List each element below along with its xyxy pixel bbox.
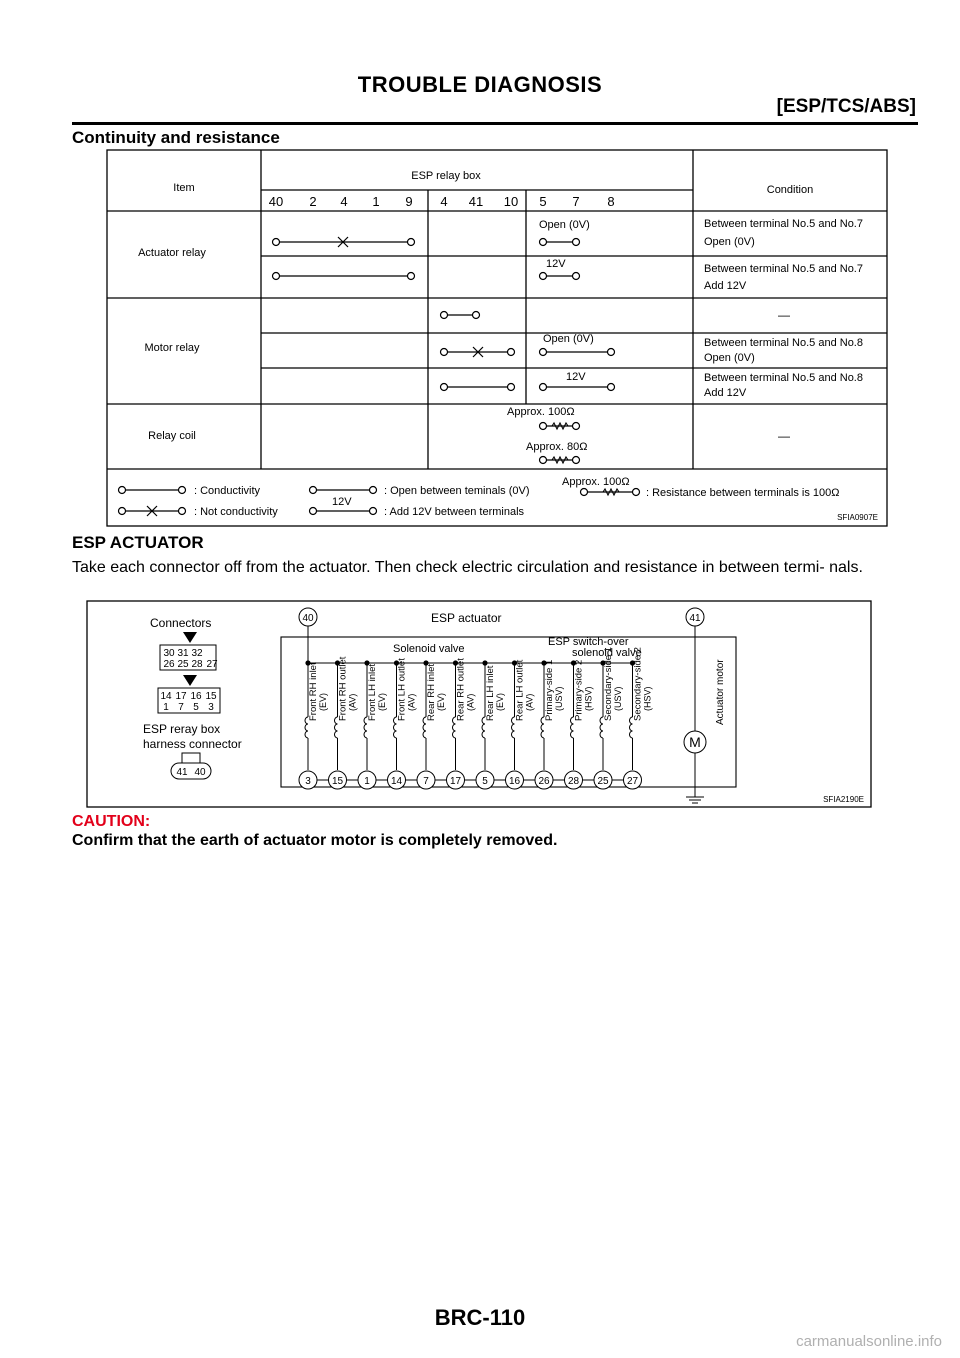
esp-actuator-diagram — [86, 600, 872, 808]
terminal-41: 41 — [468, 194, 484, 209]
valve-column — [358, 660, 387, 789]
conn-pin-3: 3 — [208, 702, 214, 713]
cell-approx-80: Approx. 80Ω — [526, 441, 588, 453]
terminal-7: 7 — [572, 194, 580, 209]
condition-ar2b: Add 12V — [704, 280, 747, 292]
valve-column — [476, 660, 505, 789]
condition-mr3a: Between terminal No.5 and No.8 — [704, 372, 863, 384]
condition-mr2a: Between terminal No.5 and No.8 — [704, 337, 863, 349]
legend-12v: 12V — [332, 496, 352, 508]
page-number: BRC-110 — [434, 1305, 526, 1330]
actuator-title: ESP actuator — [431, 611, 502, 625]
valve-pin-number: 1 — [364, 776, 370, 787]
legend-resistance: : Resistance between terminals is 100Ω — [646, 487, 840, 499]
valve-column — [565, 660, 594, 789]
terminal-5: 5 — [539, 194, 547, 209]
conn-pin-14: 14 — [160, 691, 172, 702]
terminal-4b: 4 — [440, 194, 448, 209]
conn-pin-30: 30 — [163, 648, 175, 659]
conn-pin-5: 5 — [193, 702, 199, 713]
valve-column — [624, 647, 653, 789]
valve-junction — [482, 660, 487, 665]
instruction-paragraph: Take each connector off from the actuator. Then check electric circulation and resistance in between termi- nals. — [72, 559, 863, 576]
valve-pin-number: 16 — [508, 776, 521, 787]
condition-ar1a: Between terminal No.5 and No.7 — [704, 218, 863, 230]
conn-pin-15: 15 — [205, 691, 217, 702]
relay-pin-40: 40 — [194, 767, 206, 778]
condition-dash-1: — — [778, 308, 790, 322]
legend-not-conductivity: : Not conductivity — [194, 506, 278, 518]
conn-pin-32: 32 — [191, 648, 203, 659]
page-subtitle: [ESP/TCS/ABS] — [776, 96, 916, 117]
figure-id-2: SFIA2190E — [823, 795, 864, 804]
conn-pin-28: 28 — [191, 659, 203, 670]
relay-box-label-1: ESP reray box — [143, 722, 221, 736]
cell-open-0v-2: Open (0V) — [543, 333, 594, 345]
valve-type-label: (EV) — [377, 693, 387, 711]
cell-approx-100: Approx. 100Ω — [507, 406, 575, 418]
conn-pin-27: 27 — [206, 659, 218, 670]
conn-pin-7: 7 — [178, 702, 184, 713]
valve-pin-number: 7 — [423, 776, 429, 787]
valve-column — [447, 658, 476, 789]
section-title-continuity: Continuity and resistance — [72, 128, 280, 147]
conn-pin-17: 17 — [175, 691, 187, 702]
valve-column — [417, 660, 446, 789]
valve-name-label: Secondary-side 2 — [632, 647, 644, 721]
cell-12v-1: 12V — [546, 258, 566, 270]
valve-pin-number: 15 — [331, 776, 344, 787]
valve-name-label: Primary-side 2 — [573, 659, 585, 721]
valve-name-label: Rear LH inlet — [485, 665, 496, 721]
condition-dash-2: — — [778, 429, 790, 443]
valve-pin-number: 27 — [626, 776, 639, 787]
terminal-9: 9 — [405, 194, 413, 209]
condition-mr3b: Add 12V — [704, 387, 747, 399]
terminal-10: 10 — [503, 194, 519, 209]
valve-column — [299, 660, 328, 789]
valve-name-label: Secondary-side 1 — [603, 647, 614, 721]
valve-pin-number: 3 — [305, 776, 311, 787]
valve-type-label: (AV) — [524, 693, 535, 711]
valve-type-label: (EV) — [495, 693, 505, 711]
terminal-40: 40 — [268, 194, 284, 209]
conn-pin-16: 16 — [190, 691, 202, 702]
watermark: carmanualsonline.info — [796, 1333, 942, 1350]
valve-name-label: Front RH inlet — [308, 662, 319, 721]
valve-type-label: (AV) — [465, 693, 476, 711]
continuity-table-figure — [106, 149, 888, 527]
valve-type-label: (USV) — [613, 686, 623, 711]
relay-pin-41: 41 — [176, 767, 188, 778]
switch-over-label-2: solenoid valve — [572, 647, 642, 659]
valve-column — [388, 658, 417, 789]
condition-ar2a: Between terminal No.5 and No.7 — [704, 263, 863, 275]
table-condition-header: Condition — [766, 184, 814, 196]
valve-name-label: Rear RH outlet — [455, 658, 467, 721]
relay-box-label-2: harness connector — [143, 737, 242, 751]
legend-add-12v: : Add 12V between terminals — [384, 506, 525, 518]
row-label-relay-coil: Relay coil — [148, 430, 196, 442]
valve-column — [329, 656, 358, 789]
condition-mr2b: Open (0V) — [704, 352, 755, 364]
valve-pin-number: 26 — [538, 776, 550, 787]
condition-ar1b: Open (0V) — [704, 236, 755, 248]
valve-type-label: (HSV) — [583, 686, 594, 711]
valve-name-label: Rear RH inlet — [426, 663, 437, 721]
valve-column — [594, 647, 623, 789]
valve-type-label: (AV) — [347, 693, 358, 711]
valve-type-label: (AV) — [406, 693, 417, 711]
switch-over-label-1: ESP switch-over — [548, 636, 629, 648]
valve-name-label: Rear LH outlet — [514, 659, 526, 721]
legend-open-between: : Open between teminals (0V) — [384, 485, 530, 497]
section-title-esp-actuator: ESP ACTUATOR — [72, 533, 204, 552]
valve-pin-number: 17 — [449, 776, 462, 787]
connectors-label: Connectors — [150, 616, 212, 630]
valve-type-label: (EV) — [436, 693, 446, 711]
actuator-motor-label: Actuator motor — [715, 659, 726, 725]
valve-column — [506, 659, 535, 789]
valve-column — [535, 660, 564, 789]
valve-type-label: (EV) — [318, 693, 328, 711]
terminal-4a: 4 — [340, 194, 348, 209]
legend-approx-100: Approx. 100Ω — [562, 476, 630, 488]
terminal-2: 2 — [309, 194, 317, 209]
caution-label: CAUTION: — [72, 813, 151, 830]
valve-name-label: Primary-side 1 — [544, 659, 555, 721]
figure-id-1: SFIA0907E — [837, 513, 878, 522]
header-rule — [72, 122, 918, 125]
conn-pin-31: 31 — [177, 648, 189, 659]
terminal-8: 8 — [607, 194, 615, 209]
valve-pin-number: 28 — [567, 776, 580, 787]
caution-text: Confirm that the earth of actuator motor is completely removed. — [72, 832, 558, 849]
valve-name-label: Front LH inlet — [367, 663, 378, 721]
valve-name-label: Front RH outlet — [337, 656, 349, 721]
conn-pin-25: 25 — [177, 659, 189, 670]
page-title: TROUBLE DIAGNOSIS — [357, 72, 603, 97]
table-relay-box-header: ESP relay box — [411, 170, 481, 182]
table-item-header: Item — [173, 182, 195, 194]
row-label-actuator-relay: Actuator relay — [138, 247, 206, 259]
valve-pin-number: 25 — [597, 776, 609, 787]
solenoid-valve-label: Solenoid valve — [393, 643, 465, 655]
terminal-top-41: 41 — [689, 613, 701, 624]
cell-open-0v-1: Open (0V) — [539, 219, 590, 231]
valve-pin-number: 5 — [482, 776, 488, 787]
row-label-motor-relay: Motor relay — [144, 342, 200, 354]
terminal-1: 1 — [372, 194, 380, 209]
motor-symbol: M — [689, 734, 701, 750]
valve-type-label: (HSV) — [642, 686, 653, 711]
valve-name-label: Front LH outlet — [396, 658, 408, 721]
valve-type-label: (USV) — [554, 686, 564, 711]
conn-pin-26: 26 — [163, 659, 175, 670]
cell-12v-2: 12V — [566, 371, 586, 383]
terminal-top-40: 40 — [302, 613, 314, 624]
valve-pin-number: 14 — [390, 776, 403, 787]
legend-conductivity: : Conductivity — [194, 485, 261, 497]
conn-pin-1: 1 — [163, 702, 169, 713]
